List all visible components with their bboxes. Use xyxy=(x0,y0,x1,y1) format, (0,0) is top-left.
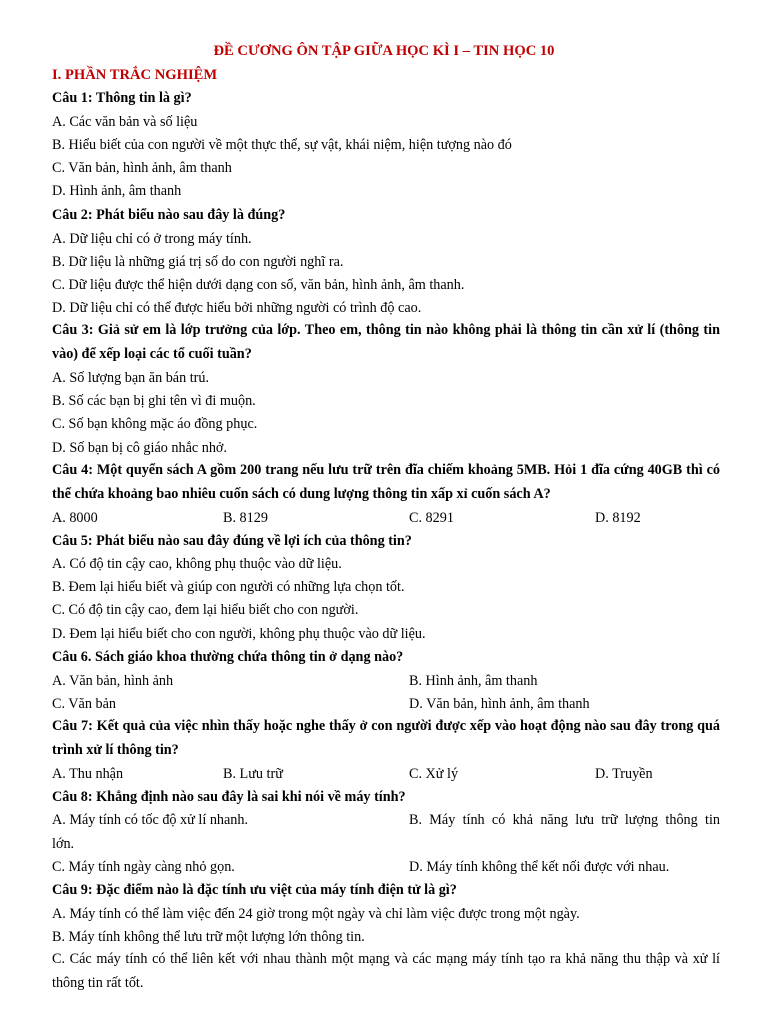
q6-option-c: C. Văn bản xyxy=(52,696,116,712)
q3-option-a: A. Số lượng bạn ăn bán trú. xyxy=(52,370,210,386)
q8-option-b-continued: lớn. xyxy=(52,836,75,852)
q5-option-c: C. Có độ tin cậy cao, đem lại hiểu biết cho con người. xyxy=(52,602,359,618)
q1-option-c: C. Văn bản, hình ảnh, âm thanh xyxy=(52,160,232,176)
q9-option-c: C. Các máy tính có thể liên kết với nhau thành một mạng và các mạng máy tính tạo ra khả năng thu thập và xử lí thông tin rất tốt. xyxy=(52,951,720,991)
question-2: Câu 2: Phát biểu nào sau đây là đúng? xyxy=(52,207,286,223)
q5-option-b: B. Đem lại hiểu biết và giúp con người có những lựa chọn tốt. xyxy=(52,579,405,595)
question-6: Câu 6. Sách giáo khoa thường chứa thông tin ở dạng nào? xyxy=(52,649,404,665)
q3-option-d: D. Số bạn bị cô giáo nhắc nhở. xyxy=(52,440,227,456)
q1-option-d: D. Hình ảnh, âm thanh xyxy=(52,183,182,199)
q7-option-c: C. Xử lý xyxy=(409,766,459,782)
q9-option-b: B. Máy tính không thể lưu trữ một lượng lớn thông tin. xyxy=(52,929,365,945)
q4-option-b: B. 8129 xyxy=(223,510,268,526)
q6-option-d: D. Văn bản, hình ảnh, âm thanh xyxy=(409,696,590,712)
q3-option-b: B. Số các bạn bị ghi tên vì đi muộn. xyxy=(52,393,256,409)
q9-option-a: A. Máy tính có thể làm việc đến 24 giờ trong một ngày và chỉ làm việc được trong một ngày. xyxy=(52,906,580,922)
q6-option-a: A. Văn bản, hình ảnh xyxy=(52,673,174,689)
question-3: Câu 3: Giả sử em là lớp trưởng của lớp. Theo em, thông tin nào không phải là thông tin cần xử lí (thông tin vào) để xếp loại các tổ cuối tuần? xyxy=(52,322,720,362)
q7-option-a: A. Thu nhận xyxy=(52,766,124,782)
q7-option-b: B. Lưu trữ xyxy=(223,766,283,782)
q2-option-d: D. Dữ liệu chỉ có thể được hiểu bởi những người có trình độ cao. xyxy=(52,300,422,316)
q4-option-c: C. 8291 xyxy=(409,510,454,526)
question-1: Câu 1: Thông tin là gì? xyxy=(52,90,192,106)
question-9: Câu 9: Đặc điểm nào là đặc tính ưu việt của máy tính điện tử là gì? xyxy=(52,882,457,898)
q8-option-b: B. Máy tính có khả năng lưu trữ lượng thông tin xyxy=(409,812,720,828)
question-4: Câu 4: Một quyển sách A gồm 200 trang nếu lưu trữ trên đĩa chiếm khoảng 5MB. Hỏi 1 đĩa cứng 40GB thì có thể chứa khoảng bao nhiêu cuốn sách có dung lượng thông tin xấp xỉ cuốn sách A? xyxy=(52,462,720,502)
q2-option-a: A. Dữ liệu chỉ có ở trong máy tính. xyxy=(52,231,252,247)
q8-option-d: D. Máy tính không thể kết nối được với nhau. xyxy=(409,859,670,875)
q4-option-a: A. 8000 xyxy=(52,510,98,526)
q8-option-c: C. Máy tính ngày càng nhỏ gọn. xyxy=(52,859,235,875)
section-heading: I. PHẦN TRẮC NGHIỆM xyxy=(52,67,218,83)
q2-option-c: C. Dữ liệu được thể hiện dưới dạng con số, văn bản, hình ảnh, âm thanh. xyxy=(52,277,465,293)
q4-option-d: D. 8192 xyxy=(595,510,641,526)
q2-option-b: B. Dữ liệu là những giá trị số do con người nghĩ ra. xyxy=(52,254,344,270)
q5-option-a: A. Có độ tin cậy cao, không phụ thuộc vào dữ liệu. xyxy=(52,556,342,572)
question-8: Câu 8: Khẳng định nào sau đây là sai khi nói về máy tính? xyxy=(52,789,406,805)
q1-option-a: A. Các văn bản và số liệu xyxy=(52,114,198,130)
q6-option-b: B. Hình ảnh, âm thanh xyxy=(409,673,538,689)
question-5: Câu 5: Phát biểu nào sau đây đúng về lợi ích của thông tin? xyxy=(52,533,412,549)
question-7: Câu 7: Kết quả của việc nhìn thấy hoặc nghe thấy ở con người được xếp vào hoạt động nào sau đây trong quá trình xử lí thông tin? xyxy=(52,718,720,758)
page-title: ĐỀ CƯƠNG ÔN TẬP GIỮA HỌC KÌ I – TIN HỌC 10 xyxy=(213,43,555,59)
q7-option-d: D. Truyền xyxy=(595,766,653,782)
q3-option-c: C. Số bạn không mặc áo đồng phục. xyxy=(52,416,258,432)
q1-option-b: B. Hiểu biết của con người về một thực thể, sự vật, khái niệm, hiện tượng nào đó xyxy=(52,137,512,153)
q8-option-a: A. Máy tính có tốc độ xử lí nhanh. xyxy=(52,812,249,828)
q5-option-d: D. Đem lại hiểu biết cho con người, không phụ thuộc vào dữ liệu. xyxy=(52,626,426,642)
